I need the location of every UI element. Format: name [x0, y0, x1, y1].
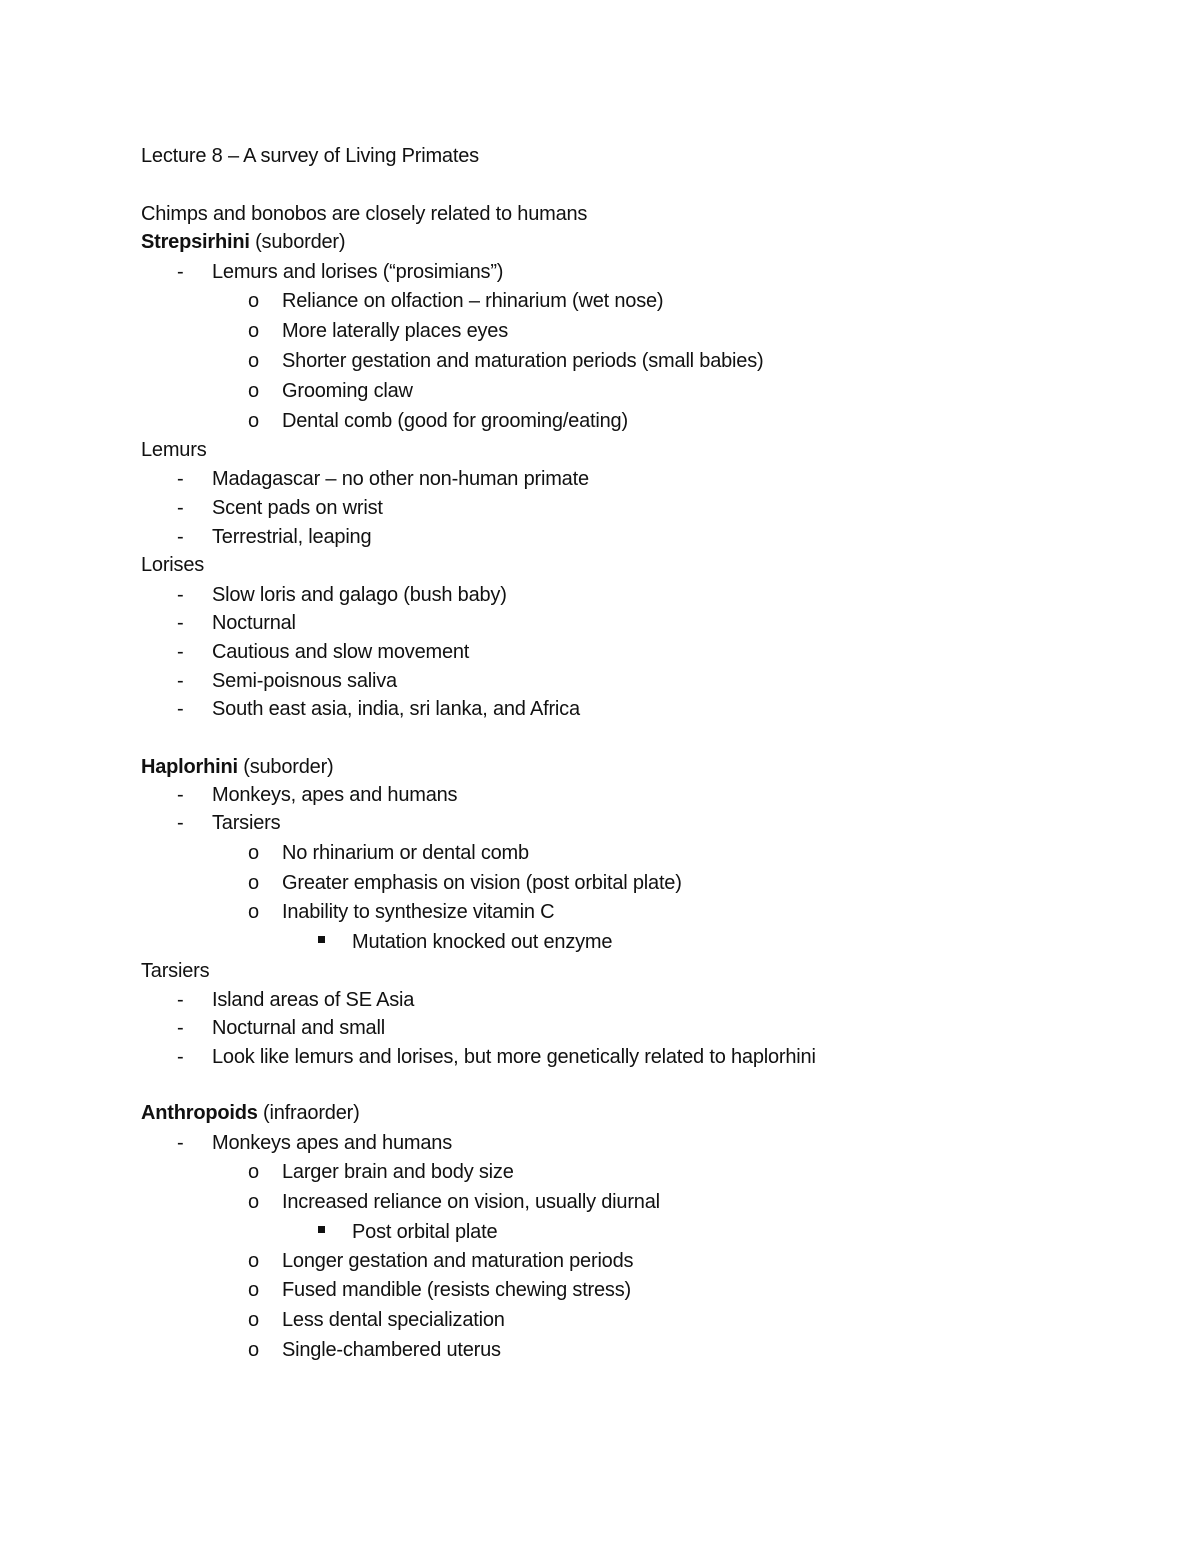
dash-bullet: -: [177, 468, 184, 490]
section-heading-haplorhini: [141, 755, 334, 779]
sub-list-item: Reliance on olfaction – rhinarium (wet nose): [282, 290, 664, 312]
dash-bullet: -: [177, 612, 184, 634]
square-bullet-icon: [318, 936, 325, 943]
circle-bullet: o: [248, 901, 260, 923]
list-item: Tarsiers: [212, 812, 281, 834]
circle-bullet: o: [248, 290, 260, 312]
list-item: Terrestrial, leaping: [212, 526, 372, 548]
sub-list-item: Longer gestation and maturation periods: [282, 1250, 634, 1272]
dash-bullet: -: [177, 641, 184, 663]
sub-list-item: Increased reliance on vision, usually diurnal: [282, 1191, 660, 1213]
circle-bullet: o: [248, 380, 260, 402]
list-item: Scent pads on wrist: [212, 497, 383, 519]
circle-bullet: o: [248, 1339, 260, 1361]
square-bullet-icon: [318, 1226, 325, 1233]
circle-bullet: o: [248, 1161, 260, 1183]
circle-bullet: o: [248, 842, 260, 864]
list-item: Semi-poisnous saliva: [212, 670, 397, 692]
sub-list-item: Less dental specialization: [282, 1309, 505, 1331]
circle-bullet: o: [248, 410, 260, 432]
dash-bullet: -: [177, 584, 184, 606]
section-rank: (suborder): [237, 756, 334, 778]
sub-list-item: Grooming claw: [282, 380, 413, 402]
section-heading-text: Strepsirhini: [141, 231, 250, 253]
circle-bullet: o: [248, 1191, 260, 1213]
dash-bullet: -: [177, 526, 184, 548]
sub-list-item: Larger brain and body size: [282, 1161, 514, 1183]
list-item: Look like lemurs and lorises, but more genetically related to haplorhini: [212, 1046, 816, 1068]
circle-bullet: o: [248, 872, 260, 894]
dash-bullet: -: [177, 784, 184, 806]
list-item: Nocturnal: [212, 612, 296, 634]
dash-bullet: -: [177, 497, 184, 519]
list-item: Slow loris and galago (bush baby): [212, 584, 507, 606]
section-heading-text: Anthropoids: [141, 1102, 258, 1124]
dash-bullet: -: [177, 1046, 184, 1068]
dash-bullet: -: [177, 812, 184, 834]
section-rank: (suborder): [249, 231, 346, 253]
section-heading-strepsirhini: [141, 230, 345, 254]
circle-bullet: o: [248, 1250, 260, 1272]
section-heading-lorises: Lorises: [141, 554, 205, 576]
sub-list-item: Greater emphasis on vision (post orbital plate): [282, 872, 682, 894]
section-heading-anthropoids: [141, 1101, 360, 1125]
list-item: Lemurs and lorises (“prosimians”): [212, 261, 504, 283]
sub-sub-list-item: Post orbital plate: [352, 1221, 498, 1243]
intro-text: Chimps and bonobos are closely related to humans: [141, 203, 588, 225]
list-item: Monkeys, apes and humans: [212, 784, 458, 806]
section-heading-text: Haplorhini: [141, 756, 238, 778]
sub-list-item: More laterally places eyes: [282, 320, 509, 342]
list-item: South east asia, india, sri lanka, and Africa: [212, 698, 580, 720]
dash-bullet: -: [177, 261, 184, 283]
list-item: Cautious and slow movement: [212, 641, 470, 663]
section-heading-tarsiers: Tarsiers: [141, 960, 210, 982]
circle-bullet: o: [248, 350, 260, 372]
sub-sub-list-item: Mutation knocked out enzyme: [352, 931, 613, 953]
circle-bullet: o: [248, 1309, 260, 1331]
circle-bullet: o: [248, 1279, 260, 1301]
list-item: Island areas of SE Asia: [212, 989, 415, 1011]
sub-list-item: Fused mandible (resists chewing stress): [282, 1279, 631, 1301]
list-item: Nocturnal and small: [212, 1017, 385, 1039]
section-heading-lemurs: Lemurs: [141, 439, 207, 461]
dash-bullet: -: [177, 1017, 184, 1039]
list-item: Madagascar – no other non-human primate: [212, 468, 589, 490]
dash-bullet: -: [177, 989, 184, 1011]
sub-list-item: Shorter gestation and maturation periods (small babies): [282, 350, 764, 372]
page-title: Lecture 8 – A survey of Living Primates: [141, 145, 479, 167]
sub-list-item: No rhinarium or dental comb: [282, 842, 529, 864]
section-rank: (infraorder): [257, 1102, 360, 1124]
sub-list-item: Dental comb (good for grooming/eating): [282, 410, 628, 432]
sub-list-item: Inability to synthesize vitamin C: [282, 901, 555, 923]
dash-bullet: -: [177, 1132, 184, 1154]
sub-list-item: Single-chambered uterus: [282, 1339, 501, 1361]
circle-bullet: o: [248, 320, 260, 342]
dash-bullet: -: [177, 670, 184, 692]
dash-bullet: -: [177, 698, 184, 720]
list-item: Monkeys apes and humans: [212, 1132, 452, 1154]
